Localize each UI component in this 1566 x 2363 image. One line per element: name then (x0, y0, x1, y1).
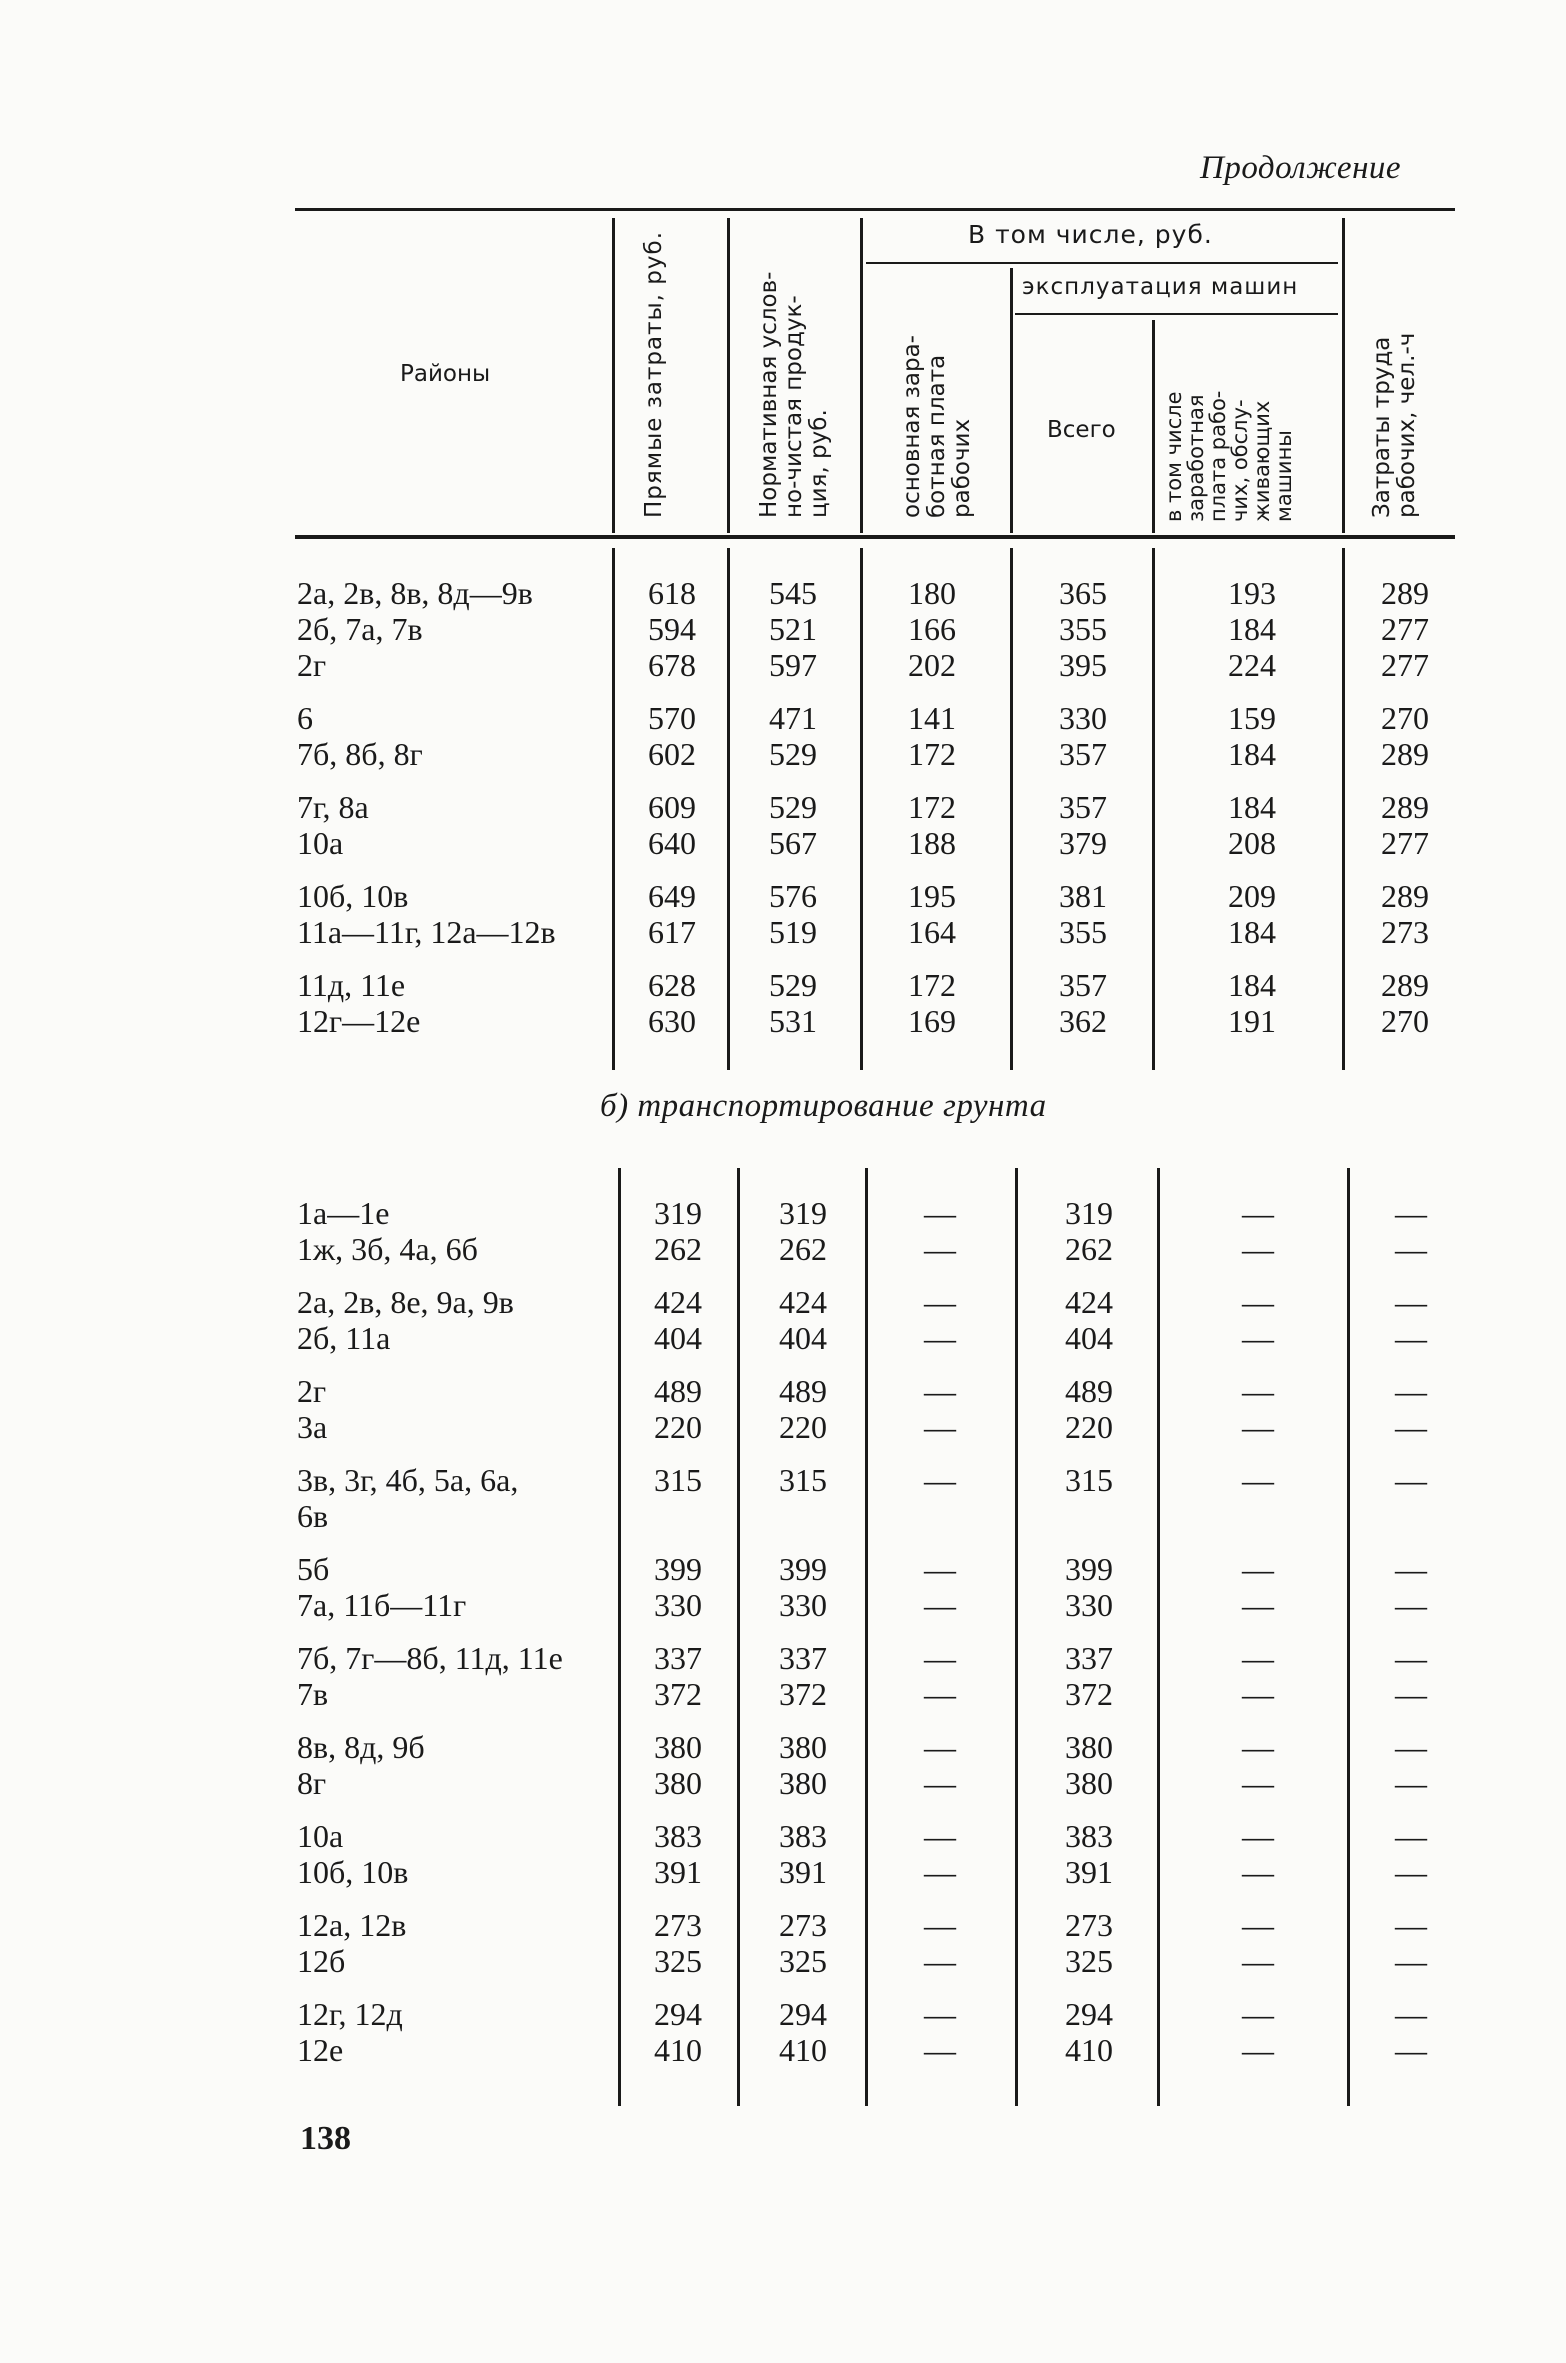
value-cell: 273 (1381, 914, 1429, 950)
value-cell: — (924, 1765, 956, 1801)
normative-output-text: Нормативная услов- но-чистая продук- ция, руб. (756, 271, 832, 518)
regions-header: Районы (400, 361, 491, 387)
value-cell: — (924, 1996, 956, 2032)
value-cell: 273 (654, 1907, 702, 1943)
value-cell: 184 (1228, 611, 1276, 647)
region-cell: 2г (297, 647, 327, 683)
region-cell: 11а—11г, 12а—12в (297, 914, 556, 950)
value-cell: 362 (1059, 1003, 1107, 1039)
value-cell: — (1395, 1320, 1427, 1356)
value-cell: — (1395, 1729, 1427, 1765)
value-cell: 315 (1065, 1462, 1113, 1498)
value-cell: — (1242, 1373, 1274, 1409)
value-cell: — (924, 1818, 956, 1854)
table-row (0, 1320, 1566, 1356)
value-cell: 391 (1065, 1854, 1113, 1890)
value-cell: — (924, 1729, 956, 1765)
value-cell: — (1242, 1195, 1274, 1231)
value-cell: 381 (1059, 878, 1107, 914)
value-cell: — (924, 1676, 956, 1712)
value-cell: 315 (779, 1462, 827, 1498)
value-cell: 180 (908, 575, 956, 611)
table-row (0, 2032, 1566, 2068)
region-cell: 8в, 8д, 9б (297, 1729, 425, 1765)
value-cell: 330 (1065, 1587, 1113, 1623)
table-row (0, 1587, 1566, 1623)
region-cell: 2б, 11а (297, 1320, 391, 1356)
value-cell: 519 (769, 914, 817, 950)
value-cell: 172 (908, 736, 956, 772)
value-cell: 617 (648, 914, 696, 950)
value-cell: — (1242, 1551, 1274, 1587)
region-cell: 12г, 12д (297, 1996, 403, 2032)
value-cell: — (924, 1195, 956, 1231)
value-cell: 521 (769, 611, 817, 647)
value-cell: 273 (779, 1907, 827, 1943)
value-cell: 372 (1065, 1676, 1113, 1712)
header-divider (1010, 268, 1013, 533)
value-cell: 597 (769, 647, 817, 683)
region-cell: 2б, 7а, 7в (297, 611, 423, 647)
header-divider (860, 218, 863, 533)
value-cell: 141 (908, 700, 956, 736)
value-cell: — (1395, 1996, 1427, 2032)
header-top-rule (295, 208, 1455, 211)
value-cell: 424 (654, 1284, 702, 1320)
value-cell: — (1395, 1551, 1427, 1587)
continuation-label: Продолжение (1200, 150, 1402, 186)
page-number: 138 (300, 2120, 351, 2157)
value-cell: 380 (779, 1729, 827, 1765)
value-cell: 289 (1381, 736, 1429, 772)
value-cell: 365 (1059, 575, 1107, 611)
value-cell: 678 (648, 647, 696, 683)
labor-costs-header (1370, 333, 1420, 518)
value-cell: 220 (779, 1409, 827, 1445)
value-cell: 289 (1381, 878, 1429, 914)
table-row (0, 1818, 1566, 1854)
value-cell: 294 (1065, 1996, 1113, 2032)
region-cell: 10б, 10в (297, 878, 409, 914)
header-divider (1152, 320, 1155, 533)
table-row (0, 647, 1566, 683)
value-cell: 404 (779, 1320, 827, 1356)
value-cell: 649 (648, 878, 696, 914)
value-cell: — (1395, 1409, 1427, 1445)
region-cell: 2а, 2в, 8е, 9а, 9в (297, 1284, 514, 1320)
total-header: Всего (1047, 417, 1116, 443)
value-cell: — (1395, 1640, 1427, 1676)
table-row (0, 1640, 1566, 1676)
header-divider (727, 218, 730, 533)
region-cell: 8г (297, 1765, 327, 1801)
value-cell: — (1242, 1320, 1274, 1356)
header-divider (612, 218, 615, 533)
value-cell: 570 (648, 700, 696, 736)
value-cell: 191 (1228, 1003, 1276, 1039)
region-cell: 7б, 8б, 8г (297, 736, 423, 772)
value-cell: 289 (1381, 789, 1429, 825)
value-cell: 172 (908, 967, 956, 1003)
value-cell: 273 (1065, 1907, 1113, 1943)
value-cell: — (924, 1551, 956, 1587)
value-cell: 489 (1065, 1373, 1113, 1409)
value-cell: — (1242, 1676, 1274, 1712)
value-cell: 529 (769, 789, 817, 825)
value-cell: 294 (779, 1996, 827, 2032)
value-cell: 184 (1228, 967, 1276, 1003)
value-cell: 576 (769, 878, 817, 914)
value-cell: 357 (1059, 967, 1107, 1003)
value-cell: 193 (1228, 575, 1276, 611)
value-cell: — (1242, 1907, 1274, 1943)
value-cell: 410 (1065, 2032, 1113, 2068)
region-cell: 7г, 8а (297, 789, 369, 825)
value-cell: 567 (769, 825, 817, 861)
value-cell: — (924, 1409, 956, 1445)
value-cell: 169 (908, 1003, 956, 1039)
value-cell: — (1395, 2032, 1427, 2068)
table-row (0, 789, 1566, 825)
region-cell: 1ж, 3б, 4а, 6б (297, 1231, 478, 1267)
value-cell: 315 (654, 1462, 702, 1498)
table-row (0, 1676, 1566, 1712)
value-cell: 391 (779, 1854, 827, 1890)
value-cell: 172 (908, 789, 956, 825)
header-divider (1342, 218, 1345, 533)
value-cell: 618 (648, 575, 696, 611)
value-cell: 545 (769, 575, 817, 611)
region-cell: 2г (297, 1373, 327, 1409)
table-row (0, 1284, 1566, 1320)
table-row (0, 967, 1566, 1003)
value-cell: 337 (654, 1640, 702, 1676)
value-cell: 289 (1381, 967, 1429, 1003)
value-cell: 325 (1065, 1943, 1113, 1979)
value-cell: 330 (654, 1587, 702, 1623)
value-cell: — (924, 1943, 956, 1979)
region-cell: 7б, 7г—8б, 11д, 11е (297, 1640, 563, 1676)
value-cell: — (1242, 1765, 1274, 1801)
table-row (0, 914, 1566, 950)
value-cell: 399 (779, 1551, 827, 1587)
value-cell: — (924, 1373, 956, 1409)
table-row (0, 878, 1566, 914)
value-cell: — (1395, 1284, 1427, 1320)
table-row (0, 1231, 1566, 1267)
region-cell: 10б, 10в (297, 1854, 409, 1890)
value-cell: 424 (1065, 1284, 1113, 1320)
value-cell: — (924, 1907, 956, 1943)
table-row (0, 1907, 1566, 1943)
value-cell: 330 (1059, 700, 1107, 736)
value-cell: 471 (769, 700, 817, 736)
value-cell: — (924, 2032, 956, 2068)
labor-costs-text: Затраты труда рабочих, чел.-ч (1369, 332, 1420, 518)
table-row (0, 611, 1566, 647)
value-cell: — (1242, 1409, 1274, 1445)
table-row (0, 700, 1566, 736)
value-cell: — (1242, 1284, 1274, 1320)
value-cell: — (1395, 1676, 1427, 1712)
value-cell: 383 (1065, 1818, 1113, 1854)
value-cell: — (1242, 1854, 1274, 1890)
machine-operation-header: эксплуатация машин (1022, 274, 1299, 300)
value-cell: 330 (779, 1587, 827, 1623)
value-cell: 164 (908, 914, 956, 950)
value-cell: 277 (1381, 825, 1429, 861)
value-cell: 357 (1059, 789, 1107, 825)
value-cell: 404 (1065, 1320, 1113, 1356)
region-cell: 10а (297, 825, 344, 861)
value-cell: — (1242, 1818, 1274, 1854)
base-wage-text: основная зара- ботная плата рабочих (899, 335, 975, 518)
region-cell: 6 (297, 700, 313, 736)
value-cell: 399 (654, 1551, 702, 1587)
value-cell: 380 (654, 1729, 702, 1765)
value-cell: — (924, 1320, 956, 1356)
value-cell: 277 (1381, 647, 1429, 683)
value-cell: 325 (654, 1943, 702, 1979)
incl-wage-header (1163, 391, 1295, 522)
value-cell: — (1242, 1729, 1274, 1765)
machine-rule (1015, 313, 1338, 315)
value-cell: 404 (654, 1320, 702, 1356)
value-cell: — (1395, 1373, 1427, 1409)
value-cell: 529 (769, 967, 817, 1003)
including-rule (866, 262, 1338, 264)
direct-costs-header: Прямые затраты, руб. (641, 230, 667, 518)
region-cell: 7в (297, 1676, 329, 1712)
value-cell: — (1242, 1996, 1274, 2032)
value-cell: 410 (654, 2032, 702, 2068)
base-wage-header (900, 335, 975, 518)
value-cell: 489 (779, 1373, 827, 1409)
value-cell: — (1395, 1854, 1427, 1890)
including-header: В том числе, руб. (968, 220, 1213, 249)
value-cell: — (924, 1854, 956, 1890)
value-cell: 220 (654, 1409, 702, 1445)
value-cell: 209 (1228, 878, 1276, 914)
value-cell: 262 (1065, 1231, 1113, 1267)
value-cell: 399 (1065, 1551, 1113, 1587)
value-cell: 424 (779, 1284, 827, 1320)
region-cell: 2а, 2в, 8в, 8д—9в (297, 575, 533, 611)
table-row (0, 1943, 1566, 1979)
region-cell: 12а, 12в (297, 1907, 407, 1943)
value-cell: 294 (654, 1996, 702, 2032)
value-cell: 277 (1381, 611, 1429, 647)
value-cell: — (1395, 1231, 1427, 1267)
value-cell: 195 (908, 878, 956, 914)
value-cell: 202 (908, 647, 956, 683)
value-cell: 319 (654, 1195, 702, 1231)
value-cell: — (1395, 1818, 1427, 1854)
value-cell: — (1242, 1640, 1274, 1676)
region-cell: 3в, 3г, 4б, 5а, 6а, (297, 1462, 519, 1498)
value-cell: 630 (648, 1003, 696, 1039)
region-cell: 10а (297, 1818, 344, 1854)
value-cell: — (924, 1640, 956, 1676)
value-cell: 640 (648, 825, 696, 861)
value-cell: 188 (908, 825, 956, 861)
value-cell: — (1395, 1462, 1427, 1498)
region-cell: 11д, 11е (297, 967, 406, 1003)
value-cell: — (924, 1231, 956, 1267)
value-cell: 262 (779, 1231, 827, 1267)
table-row (0, 825, 1566, 861)
table-row (0, 1462, 1566, 1498)
value-cell: 355 (1059, 611, 1107, 647)
table-row (0, 1996, 1566, 2032)
value-cell: 184 (1228, 736, 1276, 772)
region-cell: 7а, 11б—11г (297, 1587, 467, 1623)
value-cell: 357 (1059, 736, 1107, 772)
value-cell: 372 (654, 1676, 702, 1712)
value-cell: 380 (1065, 1765, 1113, 1801)
value-cell: 609 (648, 789, 696, 825)
value-cell: 220 (1065, 1409, 1113, 1445)
table-row (0, 1854, 1566, 1890)
value-cell: — (924, 1587, 956, 1623)
value-cell: 184 (1228, 914, 1276, 950)
value-cell: 380 (654, 1765, 702, 1801)
value-cell: — (1395, 1587, 1427, 1623)
table-row (0, 1729, 1566, 1765)
value-cell: — (1242, 1462, 1274, 1498)
value-cell: 529 (769, 736, 817, 772)
value-cell: 594 (648, 611, 696, 647)
value-cell: 270 (1381, 700, 1429, 736)
table-row (0, 1373, 1566, 1409)
value-cell: — (924, 1462, 956, 1498)
value-cell: — (1242, 1943, 1274, 1979)
value-cell: 380 (779, 1765, 827, 1801)
value-cell: 166 (908, 611, 956, 647)
value-cell: 383 (654, 1818, 702, 1854)
value-cell: 262 (654, 1231, 702, 1267)
table-row (0, 575, 1566, 611)
value-cell: 319 (1065, 1195, 1113, 1231)
region-cell: 12е (297, 2032, 344, 2068)
header-bottom-rule (295, 535, 1455, 539)
table-row (0, 1195, 1566, 1231)
value-cell: 337 (779, 1640, 827, 1676)
table-row (0, 736, 1566, 772)
section-b-title: б) транспортирование грунта (600, 1088, 1047, 1124)
region-cell: 3а (297, 1409, 328, 1445)
incl-wage-text: в том числе заработная плата рабо- чих, обслу- живающих машины (1162, 390, 1296, 522)
table-row (0, 1765, 1566, 1801)
value-cell: 355 (1059, 914, 1107, 950)
region-cell: 12б (297, 1943, 346, 1979)
value-cell: — (1242, 1231, 1274, 1267)
value-cell: 319 (779, 1195, 827, 1231)
value-cell: — (1395, 1943, 1427, 1979)
table-row (0, 1409, 1566, 1445)
table-row (0, 1551, 1566, 1587)
value-cell: 208 (1228, 825, 1276, 861)
value-cell: 372 (779, 1676, 827, 1712)
table-row (0, 1003, 1566, 1039)
value-cell: 395 (1059, 647, 1107, 683)
value-cell: 270 (1381, 1003, 1429, 1039)
value-cell: 391 (654, 1854, 702, 1890)
value-cell: 184 (1228, 789, 1276, 825)
value-cell: 628 (648, 967, 696, 1003)
value-cell: — (1242, 2032, 1274, 2068)
value-cell: 489 (654, 1373, 702, 1409)
value-cell: — (1242, 1587, 1274, 1623)
value-cell: — (1395, 1195, 1427, 1231)
value-cell: 379 (1059, 825, 1107, 861)
value-cell: 410 (779, 2032, 827, 2068)
value-cell: 159 (1228, 700, 1276, 736)
region-cell: 5б (297, 1551, 330, 1587)
value-cell: 289 (1381, 575, 1429, 611)
table-row (0, 1498, 1566, 1534)
value-cell: 602 (648, 736, 696, 772)
region-cell: 1а—1е (297, 1195, 390, 1231)
value-cell: 224 (1228, 647, 1276, 683)
value-cell: 531 (769, 1003, 817, 1039)
value-cell: — (924, 1284, 956, 1320)
normative-output-header (757, 272, 832, 518)
value-cell: 380 (1065, 1729, 1113, 1765)
value-cell: 383 (779, 1818, 827, 1854)
region-cell: 12г—12е (297, 1003, 421, 1039)
region-cell: 6в (297, 1498, 329, 1534)
value-cell: — (1395, 1765, 1427, 1801)
value-cell: 325 (779, 1943, 827, 1979)
value-cell: — (1395, 1907, 1427, 1943)
value-cell: 337 (1065, 1640, 1113, 1676)
